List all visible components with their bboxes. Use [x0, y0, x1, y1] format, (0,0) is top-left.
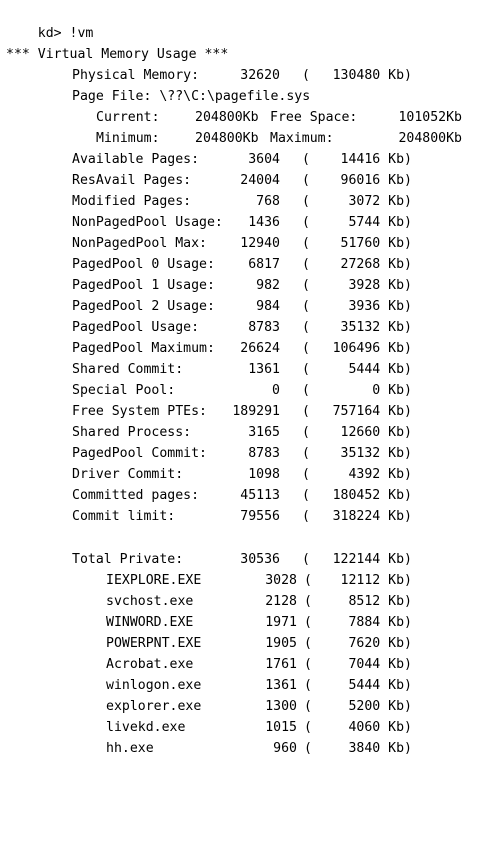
stat-row: [0, 275, 486, 296]
physical-memory-row: [0, 65, 486, 86]
process-pages: 1361: [265, 678, 297, 693]
stat-label: Special Pool:: [72, 383, 176, 398]
stat-paren: (: [302, 194, 310, 209]
stat-label: Available Pages:: [72, 152, 200, 167]
stat-paren: (: [302, 488, 310, 503]
stat-kb: 318224 Kb): [332, 509, 412, 524]
process-paren: (: [304, 615, 312, 630]
stat-pages: 0: [272, 383, 280, 398]
stat-row: [0, 212, 486, 233]
stat-row: [0, 485, 486, 506]
process-kb: 5200 Kb): [348, 699, 412, 714]
process-name: Acrobat.exe: [106, 657, 194, 672]
stat-pages: 45113: [240, 488, 280, 503]
stat-row: [0, 401, 486, 422]
stat-paren: (: [302, 383, 310, 398]
process-row: [0, 591, 486, 612]
process-row: [0, 738, 486, 759]
stat-kb: 5744 Kb): [348, 215, 412, 230]
process-row: [0, 612, 486, 633]
maximum-value: 204800Kb: [398, 131, 462, 146]
stat-row: [0, 254, 486, 275]
process-paren: (: [304, 699, 312, 714]
stat-label: Total Private:: [72, 552, 184, 567]
stat-label: NonPagedPool Usage:: [72, 215, 223, 230]
process-row: [0, 570, 486, 591]
stat-kb: 3936 Kb): [348, 299, 412, 314]
stat-pages: 24004: [240, 173, 280, 188]
process-name: svchost.exe: [106, 594, 194, 609]
stat-paren: (: [302, 68, 310, 83]
stat-pages: 32620: [240, 68, 280, 83]
stat-row: [0, 359, 486, 380]
page-file-minimum-row: [0, 128, 486, 149]
stat-pages: 1436: [248, 215, 280, 230]
prompt: kd>: [37, 26, 70, 41]
stat-kb: 5444 Kb): [348, 362, 412, 377]
process-pages: 2128: [265, 594, 297, 609]
stat-paren: (: [302, 362, 310, 377]
process-pages: 1761: [265, 657, 297, 672]
stat-kb: 27268 Kb): [340, 257, 412, 272]
process-name: livekd.exe: [106, 720, 186, 735]
stat-label: PagedPool 1 Usage:: [72, 278, 215, 293]
stat-pages: 8783: [248, 320, 280, 335]
stat-row: [0, 233, 486, 254]
current-label: Current:: [96, 110, 160, 125]
stat-pages: 3604: [248, 152, 280, 167]
process-row: [0, 717, 486, 738]
stat-pages: 30536: [240, 552, 280, 567]
stat-pages: 3165: [248, 425, 280, 440]
stat-paren: (: [302, 509, 310, 524]
process-paren: (: [304, 741, 312, 756]
process-row: [0, 696, 486, 717]
process-paren: (: [304, 657, 312, 672]
stat-label: PagedPool 2 Usage:: [72, 299, 215, 314]
stat-paren: (: [302, 299, 310, 314]
stat-label: Commit limit:: [72, 509, 176, 524]
stat-row: [0, 317, 486, 338]
minimum-label: Minimum:: [96, 131, 160, 146]
free-space-value: 101052Kb: [398, 110, 462, 125]
process-row: [0, 654, 486, 675]
current-value: 204800Kb: [195, 110, 259, 125]
stat-label: Modified Pages:: [72, 194, 192, 209]
total-private-row: [0, 549, 486, 570]
stat-label: NonPagedPool Max:: [72, 236, 207, 251]
stat-paren: (: [302, 341, 310, 356]
process-paren: (: [304, 594, 312, 609]
process-name: WINWORD.EXE: [106, 615, 194, 630]
stat-paren: (: [302, 446, 310, 461]
stat-paren: (: [302, 467, 310, 482]
stat-paren: (: [302, 552, 310, 567]
stat-pages: 8783: [248, 446, 280, 461]
process-pages: 960: [273, 741, 297, 756]
stat-kb: 35132 Kb): [340, 446, 412, 461]
process-kb: 7044 Kb): [348, 657, 412, 672]
stat-label: PagedPool Commit:: [72, 446, 207, 461]
maximum-label: Maximum:: [270, 131, 334, 146]
stat-kb: 14416 Kb): [340, 152, 412, 167]
stat-paren: (: [302, 257, 310, 272]
stat-row: [0, 296, 486, 317]
stat-kb: 3072 Kb): [348, 194, 412, 209]
stat-kb: 106496 Kb): [332, 341, 412, 356]
process-row: [0, 675, 486, 696]
page-file-row: Page File: \??\C:\pagefile.sys: [72, 89, 311, 104]
stat-label: PagedPool 0 Usage:: [72, 257, 215, 272]
stat-row: [0, 443, 486, 464]
stat-kb: 51760 Kb): [340, 236, 412, 251]
process-paren: (: [304, 678, 312, 693]
stat-row: [0, 422, 486, 443]
stat-row: [0, 191, 486, 212]
process-name: IEXPLORE.EXE: [106, 573, 202, 588]
minimum-value: 204800Kb: [195, 131, 259, 146]
stat-paren: (: [302, 425, 310, 440]
stat-kb: 4392 Kb): [348, 467, 412, 482]
stat-label: PagedPool Maximum:: [72, 341, 215, 356]
stat-kb: 122144 Kb): [332, 552, 412, 567]
stat-label: Shared Commit:: [72, 362, 184, 377]
stat-label: Committed pages:: [72, 488, 200, 503]
stat-paren: (: [302, 320, 310, 335]
stat-kb: 35132 Kb): [340, 320, 412, 335]
process-pages: 1015: [265, 720, 297, 735]
stat-kb: 130480 Kb): [332, 68, 412, 83]
stat-row: [0, 464, 486, 485]
process-paren: (: [304, 636, 312, 651]
process-kb: 8512 Kb): [348, 594, 412, 609]
process-name: hh.exe: [106, 741, 154, 756]
stat-paren: (: [302, 278, 310, 293]
stat-row: [0, 380, 486, 401]
stat-pages: 189291: [232, 404, 280, 419]
free-space-label: Free Space:: [270, 110, 358, 125]
process-kb: 7620 Kb): [348, 636, 412, 651]
process-pages: 1971: [265, 615, 297, 630]
process-paren: (: [304, 720, 312, 735]
command-line: [6, 2, 94, 41]
stat-label: Driver Commit:: [72, 467, 184, 482]
stat-pages: 768: [256, 194, 280, 209]
stat-pages: 1361: [248, 362, 280, 377]
process-pages: 1300: [265, 699, 297, 714]
process-kb: 4060 Kb): [348, 720, 412, 735]
stat-kb: 0 Kb): [372, 383, 412, 398]
stat-label: PagedPool Usage:: [72, 320, 200, 335]
process-kb: 7884 Kb): [348, 615, 412, 630]
stat-kb: 12660 Kb): [340, 425, 412, 440]
stat-row: [0, 149, 486, 170]
stat-row: [0, 506, 486, 527]
stat-kb: 757164 Kb): [332, 404, 412, 419]
stat-kb: 96016 Kb): [340, 173, 412, 188]
process-pages: 1905: [265, 636, 297, 651]
command-text: !vm: [69, 26, 94, 41]
stat-pages: 984: [256, 299, 280, 314]
stat-label: Shared Process:: [72, 425, 192, 440]
stat-pages: 12940: [240, 236, 280, 251]
process-row: [0, 633, 486, 654]
section-header: *** Virtual Memory Usage ***: [6, 47, 229, 62]
stat-row: [0, 170, 486, 191]
stat-label: Free System PTEs:: [72, 404, 207, 419]
stat-pages: 79556: [240, 509, 280, 524]
process-name: explorer.exe: [106, 699, 202, 714]
stat-pages: 982: [256, 278, 280, 293]
process-pages: 3028: [265, 573, 297, 588]
process-kb: 12112 Kb): [340, 573, 412, 588]
stat-paren: (: [302, 152, 310, 167]
process-name: POWERPNT.EXE: [106, 636, 202, 651]
stat-label: ResAvail Pages:: [72, 173, 192, 188]
stat-pages: 6817: [248, 257, 280, 272]
process-kb: 5444 Kb): [348, 678, 412, 693]
stat-label: Physical Memory:: [72, 68, 200, 83]
stat-paren: (: [302, 404, 310, 419]
stat-pages: 26624: [240, 341, 280, 356]
stat-row: [0, 338, 486, 359]
stat-kb: 180452 Kb): [332, 488, 412, 503]
process-kb: 3840 Kb): [348, 741, 412, 756]
process-name: winlogon.exe: [106, 678, 202, 693]
stat-paren: (: [302, 236, 310, 251]
stat-pages: 1098: [248, 467, 280, 482]
stat-paren: (: [302, 173, 310, 188]
stat-paren: (: [302, 215, 310, 230]
page-file-current-row: [0, 107, 486, 128]
process-paren: (: [304, 573, 312, 588]
stat-kb: 3928 Kb): [348, 278, 412, 293]
